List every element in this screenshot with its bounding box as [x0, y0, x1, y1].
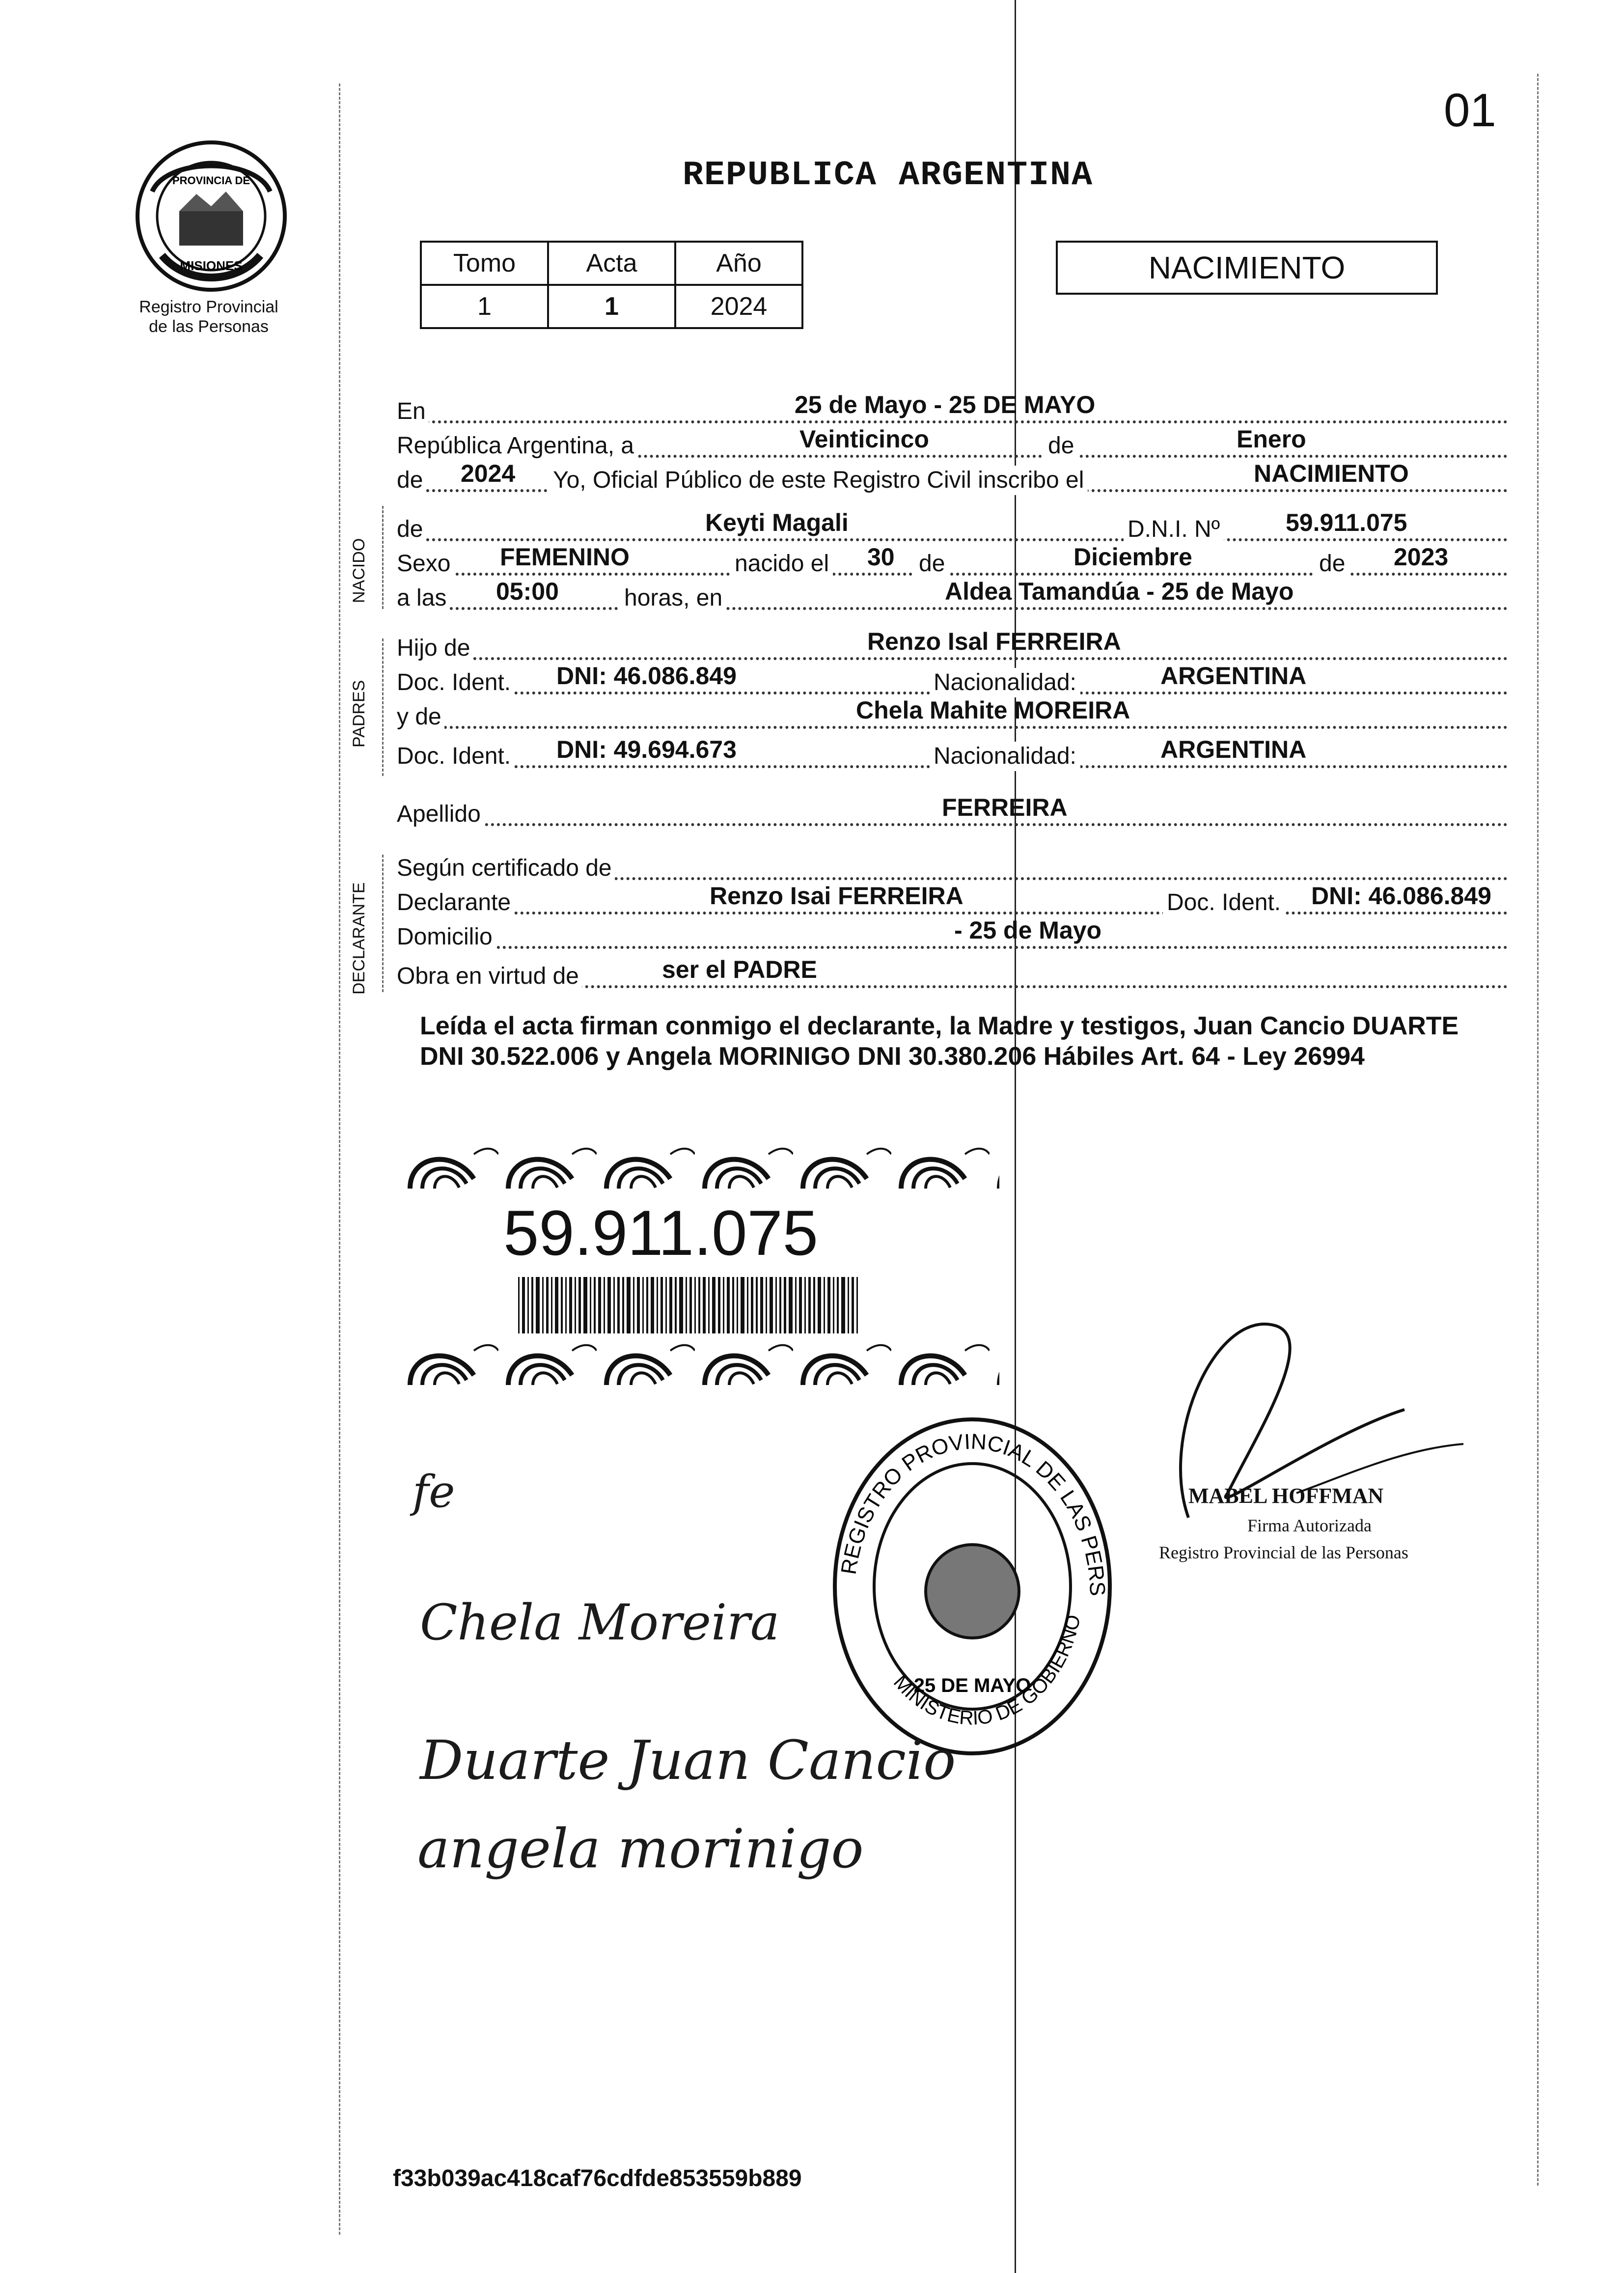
barcode-bar [779, 1277, 781, 1333]
row-certificado [397, 854, 1508, 883]
value-en: 25 de Mayo - 25 DE MAYO [795, 391, 1096, 418]
barcode-bar [686, 1277, 687, 1333]
label-declarante: Declarante [397, 888, 514, 917]
barcode-bar [837, 1277, 839, 1333]
right-margin-line [1537, 74, 1539, 2186]
fold-line [1015, 0, 1016, 2273]
emblem-label: Registro Provincial de las Personas [139, 298, 278, 336]
value-domicilio: - 25 de Mayo [954, 916, 1102, 944]
value-sexo: FEMENINO [500, 543, 630, 571]
label-nationality-father: Nacionalidad: [930, 668, 1080, 697]
label-de-birth: de [915, 549, 949, 579]
svg-text:REGISTRO PROVINCIAL DE LAS PER: REGISTRO PROVINCIAL DE LAS PERS [836, 1429, 1110, 1597]
page-number: 01 [1444, 84, 1496, 137]
barcode-bar [723, 1277, 724, 1333]
register-header-tomo: Tomo [421, 242, 548, 285]
barcode-bar [569, 1277, 572, 1333]
barcode-bar [522, 1277, 525, 1333]
section-label-nacido: NACIDO [350, 538, 368, 603]
nacido-bracket [382, 506, 384, 609]
value-dni: 59.911.075 [1286, 509, 1407, 536]
barcode-bar [808, 1277, 811, 1333]
barcode-bar [622, 1277, 624, 1333]
barcode-bar [675, 1277, 677, 1333]
row-obra [397, 956, 1508, 991]
label-de-year: de [397, 466, 426, 495]
barcode-bar [637, 1277, 640, 1333]
barcode-bar [698, 1277, 700, 1333]
label-official-text: Yo, Oficial Público de este Registro Civil inscribo el [549, 466, 1088, 495]
barcode-bar [689, 1277, 692, 1333]
label-apellido: Apellido [397, 800, 484, 829]
signature-mother: Chela Moreira [420, 1594, 780, 1651]
register-table-header-row [421, 242, 802, 285]
barcode-bar [561, 1277, 563, 1333]
label-a-las: a las [397, 583, 449, 613]
barcode-bar [531, 1277, 533, 1333]
barcode-bar [669, 1277, 672, 1333]
svg-text:25 DE MAYO: 25 DE MAYO [913, 1675, 1031, 1696]
barcode-bar [646, 1277, 648, 1333]
svg-text:PROVINCIA DE: PROVINCIA DE [172, 174, 250, 187]
barcode-bar [856, 1277, 858, 1333]
barcode-bar [708, 1277, 710, 1333]
padres-bracket [382, 638, 384, 776]
label-de-birth-year: de [1315, 549, 1349, 579]
barcode-bar [775, 1277, 777, 1333]
value-place: Aldea Tamandúa - 25 de Mayo [945, 578, 1294, 605]
value-declarante-doc: DNI: 46.086.849 [1311, 882, 1491, 910]
value-father-doc: DNI: 46.086.849 [556, 662, 737, 690]
row-domicilio [397, 916, 1508, 952]
barcode-bar [527, 1277, 529, 1333]
row-name [397, 509, 1508, 544]
value-obra: ser el PADRE [662, 956, 817, 983]
barcode-bar [756, 1277, 758, 1333]
signature-witness-2: angela morinigo [417, 1817, 864, 1880]
barcode-bar [657, 1277, 658, 1333]
label-de-month: de [1044, 431, 1078, 461]
barcode-bar [565, 1277, 567, 1333]
barcode-bar [546, 1277, 549, 1333]
svg-text:MINISTERIO DE GOBIERNO: MINISTERIO DE GOBIERNO [889, 1612, 1085, 1729]
row-republica [397, 425, 1508, 461]
barcode-bar [613, 1277, 615, 1333]
label-doc-ident-father: Doc. Ident. [397, 668, 514, 697]
barcode-bar [741, 1277, 744, 1333]
barcode-bar [665, 1277, 667, 1333]
label-sexo: Sexo [397, 549, 453, 579]
row-declarante [397, 882, 1508, 917]
value-mother-doc: DNI: 49.694.673 [556, 736, 737, 763]
label-declarante-doc: Doc. Ident. [1163, 888, 1285, 917]
row-apellido [397, 794, 1508, 829]
barcode-bar [542, 1277, 544, 1333]
barcode-bar [760, 1277, 763, 1333]
svg-text:MISIONES: MISIONES [180, 258, 243, 273]
value-mother-name: Chela Mahite MOREIRA [856, 696, 1130, 724]
register-value-acta: 1 [548, 285, 675, 328]
barcode-bar [594, 1277, 596, 1333]
barcode-bar [833, 1277, 834, 1333]
barcode-bar [789, 1277, 793, 1333]
register-header-acta: Acta [548, 242, 675, 285]
label-horas-en: horas, en [620, 583, 726, 613]
value-month: Enero [1237, 425, 1306, 453]
value-apellido: FERREIRA [942, 794, 1068, 821]
left-margin-line [339, 83, 340, 2235]
official-signature-name: MABEL HOFFMAN [1188, 1484, 1384, 1508]
barcode-bar [804, 1277, 806, 1333]
register-table-value-row [421, 285, 802, 328]
barcode-bar [813, 1277, 815, 1333]
barcode-bar [747, 1277, 748, 1333]
barcode-bar [617, 1277, 620, 1333]
barcode-bar [627, 1277, 631, 1333]
barcode-bar [751, 1277, 753, 1333]
barcode-bar [737, 1277, 738, 1333]
barcode-bar [712, 1277, 716, 1333]
security-pattern-top [400, 1144, 999, 1193]
barcode-bar [604, 1277, 605, 1333]
value-name: Keyti Magali [705, 509, 849, 536]
barcode-bar [718, 1277, 720, 1333]
value-year: 2024 [461, 460, 516, 487]
barcode-bar [727, 1277, 730, 1333]
section-label-declarante: DECLARANTE [350, 882, 368, 995]
value-mother-nationality: ARGENTINA [1160, 736, 1307, 763]
barcode-bar [578, 1277, 581, 1333]
row-father-doc [397, 662, 1508, 697]
label-hijo-de: Hijo de [397, 634, 473, 663]
label-domicilio: Domicilio [397, 922, 495, 952]
label-dni: D.N.I. Nº [1124, 515, 1224, 544]
value-father-nationality: ARGENTINA [1160, 662, 1307, 690]
barcode-bar [607, 1277, 611, 1333]
row-sexo [397, 543, 1508, 579]
declarante-bracket [382, 855, 384, 992]
label-y-de: y de [397, 702, 444, 732]
value-birth-day: 30 [867, 543, 895, 571]
barcode-bar [824, 1277, 825, 1333]
register-value-tomo: 1 [421, 285, 548, 328]
label-en: En [397, 397, 429, 426]
barcode-bar [784, 1277, 786, 1333]
barcode-bar [841, 1277, 845, 1333]
barcode [518, 1277, 858, 1333]
label-nacido-el: nacido el [731, 549, 833, 579]
barcode-bar [536, 1277, 540, 1333]
barcode-bar [651, 1277, 654, 1333]
barcode-bar [852, 1277, 854, 1333]
dni-security-block [400, 1144, 999, 1390]
barcode-bar [598, 1277, 601, 1333]
value-birth-month: Diciembre [1073, 543, 1192, 571]
barcode-bar [770, 1277, 773, 1333]
barcode-bar [795, 1277, 797, 1333]
handwritten-initials: fe [413, 1466, 455, 1518]
document-hash: f33b039ac418caf76cdfde853559b889 [393, 2165, 802, 2191]
emblem-icon [133, 138, 290, 295]
barcode-bar [551, 1277, 552, 1333]
registry-stamp [825, 1410, 1120, 1763]
barcode-bar [590, 1277, 591, 1333]
barcode-bar [732, 1277, 734, 1333]
barcode-bar [555, 1277, 558, 1333]
barcode-bar [661, 1277, 663, 1333]
stamp-emblem-icon [926, 1545, 1019, 1638]
act-type-box: NACIMIENTO [1056, 241, 1438, 295]
barcode-bar [766, 1277, 767, 1333]
barcode-bar [679, 1277, 683, 1333]
barcode-bar [703, 1277, 706, 1333]
province-emblem [133, 138, 290, 295]
register-value-anio: 2024 [675, 285, 802, 328]
barcode-bar [694, 1277, 696, 1333]
label-nationality-mother: Nacionalidad: [930, 742, 1080, 771]
signature-witness-1: Duarte Juan Cancio [420, 1729, 956, 1792]
label-de-name: de [397, 515, 426, 544]
dni-large-number: 59.911.075 [503, 1197, 818, 1269]
register-header-anio: Año [675, 242, 802, 285]
row-mother [397, 696, 1508, 732]
value-day-words: Veinticinco [799, 425, 929, 453]
page-title: REPUBLICA ARGENTINA [683, 156, 1094, 195]
row-hora [397, 578, 1508, 613]
label-obra: Obra en virtud de [397, 962, 582, 991]
label-doc-ident-mother: Doc. Ident. [397, 742, 514, 771]
barcode-bar [818, 1277, 821, 1333]
section-label-padres: PADRES [350, 680, 368, 748]
row-father [397, 628, 1508, 663]
barcode-bar [799, 1277, 802, 1333]
security-pattern-bottom [400, 1341, 999, 1390]
official-signature-institution: Registro Provincial de las Personas [1159, 1543, 1408, 1562]
official-signature-role: Firma Autorizada [1247, 1516, 1372, 1535]
barcode-bar [848, 1277, 849, 1333]
value-father-name: Renzo Isal FERREIRA [867, 628, 1121, 655]
value-declarante: Renzo Isai FERREIRA [710, 882, 963, 910]
label-certificado: Según certificado de [397, 854, 615, 883]
barcode-bar [583, 1277, 587, 1333]
label-republica: República Argentina, a [397, 431, 637, 461]
barcode-bar [518, 1277, 520, 1333]
barcode-bar [633, 1277, 634, 1333]
barcode-bar [575, 1277, 576, 1333]
row-mother-doc [397, 736, 1508, 771]
value-hour: 05:00 [496, 578, 559, 605]
barcode-bar [827, 1277, 830, 1333]
barcode-bar [642, 1277, 644, 1333]
row-official [397, 460, 1508, 495]
register-table [420, 241, 803, 329]
closing-statement: Leída el acta firman conmigo el declarante, la Madre y testigos, Juan Cancio DUARTE DNI 30.522.006 y Angela MORINIGO DNI 30.380.206 Hábiles Art. 64 - Ley 26994 [420, 1012, 1459, 1071]
row-en [397, 391, 1508, 426]
value-birth-year: 2023 [1394, 543, 1449, 571]
value-inscribe: NACIMIENTO [1254, 460, 1409, 487]
